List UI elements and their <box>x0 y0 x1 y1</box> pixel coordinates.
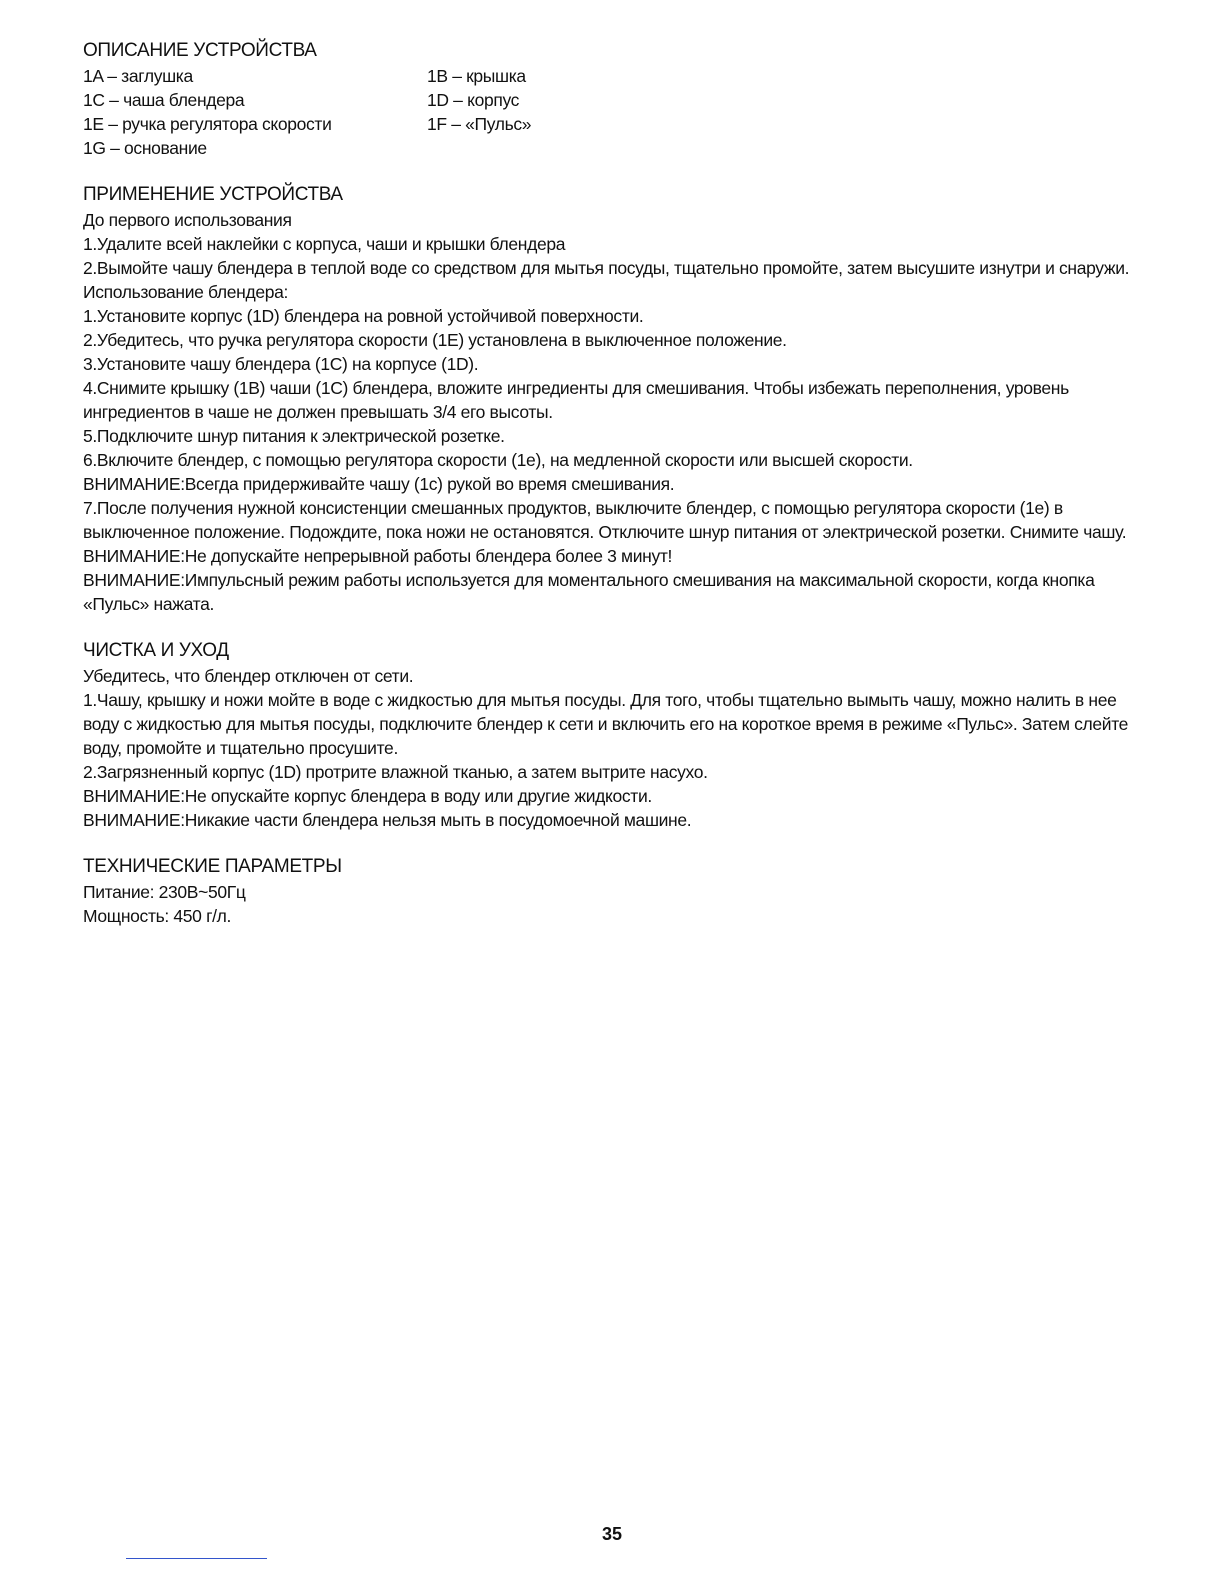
usage-line: 1.Установите корпус (1D) блендера на ровной устойчивой поверхности. <box>83 306 644 326</box>
care-warning: ВНИМАНИЕ:Никакие части блендера нельзя мыть в посудомоечной машине. <box>83 810 692 830</box>
part-item: 1A – заглушка <box>83 66 193 86</box>
care-section <box>83 638 1143 832</box>
part-item: 1G – основание <box>83 138 207 158</box>
parts-list <box>83 64 1143 160</box>
description-title: ОПИСАНИЕ УСТРОЙСТВА <box>83 40 317 61</box>
usage-line: 1.Удалите всей наклейки с корпуса, чаши и крышки блендера <box>83 234 566 254</box>
usage-line: 2.Вымойте чашу блендера в теплой воде со средством для мытья посуды, тщательно промойте, затем высушите изнутри и снаружи. <box>83 258 1130 278</box>
usage-line: 5.Подключите шнур питания к электрической розетке. <box>83 426 505 446</box>
part-item: 1D – корпус <box>427 90 520 110</box>
usage-line: 4.Снимите крышку (1B) чаши (1C) блендера, вложите ингредиенты для смешивания. Чтобы избежать переполнения, уровень ингредиентов в чаше не должен превышать 3/4 его высоты. <box>83 378 1069 422</box>
description-section <box>83 38 1143 160</box>
usage-line: 2.Убедитесь, что ручка регулятора скорости (1E) установлена в выключенное положение. <box>83 330 787 350</box>
care-line: 2.Загрязненный корпус (1D) протрите влажной тканью, а затем вытрите насухо. <box>83 762 708 782</box>
usage-line: 6.Включите блендер, с помощью регулятора скорости (1e), на медленной скорости или высшей скорости. <box>83 450 913 470</box>
usage-warning: ВНИМАНИЕ:Импульсный режим работы используется для моментального смешивания на максимальной скорости, когда кнопка «Пульс» нажата. <box>83 570 1095 614</box>
footer-rule <box>126 1558 267 1559</box>
manual-page <box>83 38 1143 950</box>
specs-title: ТЕХНИЧЕСКИЕ ПАРАМЕТРЫ <box>83 856 342 877</box>
usage-line: 7.После получения нужной консистенции смешанных продуктов, выключите блендер, с помощью регулятора скорости (1e) в выключенное положение. Подождите, пока ножи не остановятся. Отключите шнур питания от электрической розетки. Снимите чашу. <box>83 498 1127 542</box>
usage-line: Использование блендера: <box>83 282 288 302</box>
care-line: 1.Чашу, крышку и ножи мойте в воде с жидкостью для мытья посуды. Для того, чтобы тщательно вымыть чашу, можно налить в нее воду с жидкостью для мытья посуды, подключите блендер к сети и включить его на короткое время в режиме «Пульс». Затем слейте воду, промойте и тщательно просушите. <box>83 690 1129 758</box>
usage-line: До первого использования <box>83 210 292 230</box>
spec-power: Мощность: 450 г/л. <box>83 906 231 926</box>
usage-line: 3.Установите чашу блендера (1C) на корпусе (1D). <box>83 354 479 374</box>
usage-title: ПРИМЕНЕНИЕ УСТРОЙСТВА <box>83 184 343 205</box>
spec-power-supply: Питание: 230В~50Гц <box>83 882 246 902</box>
usage-section <box>83 182 1143 616</box>
specs-section <box>83 854 1143 928</box>
part-item: 1C – чаша блендера <box>83 90 245 110</box>
page-number: 35 <box>601 1524 623 1544</box>
care-title: ЧИСТКА И УХОД <box>83 640 229 661</box>
care-warning: ВНИМАНИЕ:Не опускайте корпус блендера в воду или другие жидкости. <box>83 786 652 806</box>
part-item: 1B – крышка <box>427 66 526 86</box>
usage-warning: ВНИМАНИЕ:Не допускайте непрерывной работы блендера более 3 минут! <box>83 546 673 566</box>
part-item: 1F – «Пульс» <box>427 114 532 134</box>
part-item: 1E – ручка регулятора скорости <box>83 114 332 134</box>
usage-warning: ВНИМАНИЕ:Всегда придерживайте чашу (1c) рукой во время смешивания. <box>83 474 675 494</box>
care-line: Убедитесь, что блендер отключен от сети. <box>83 666 414 686</box>
